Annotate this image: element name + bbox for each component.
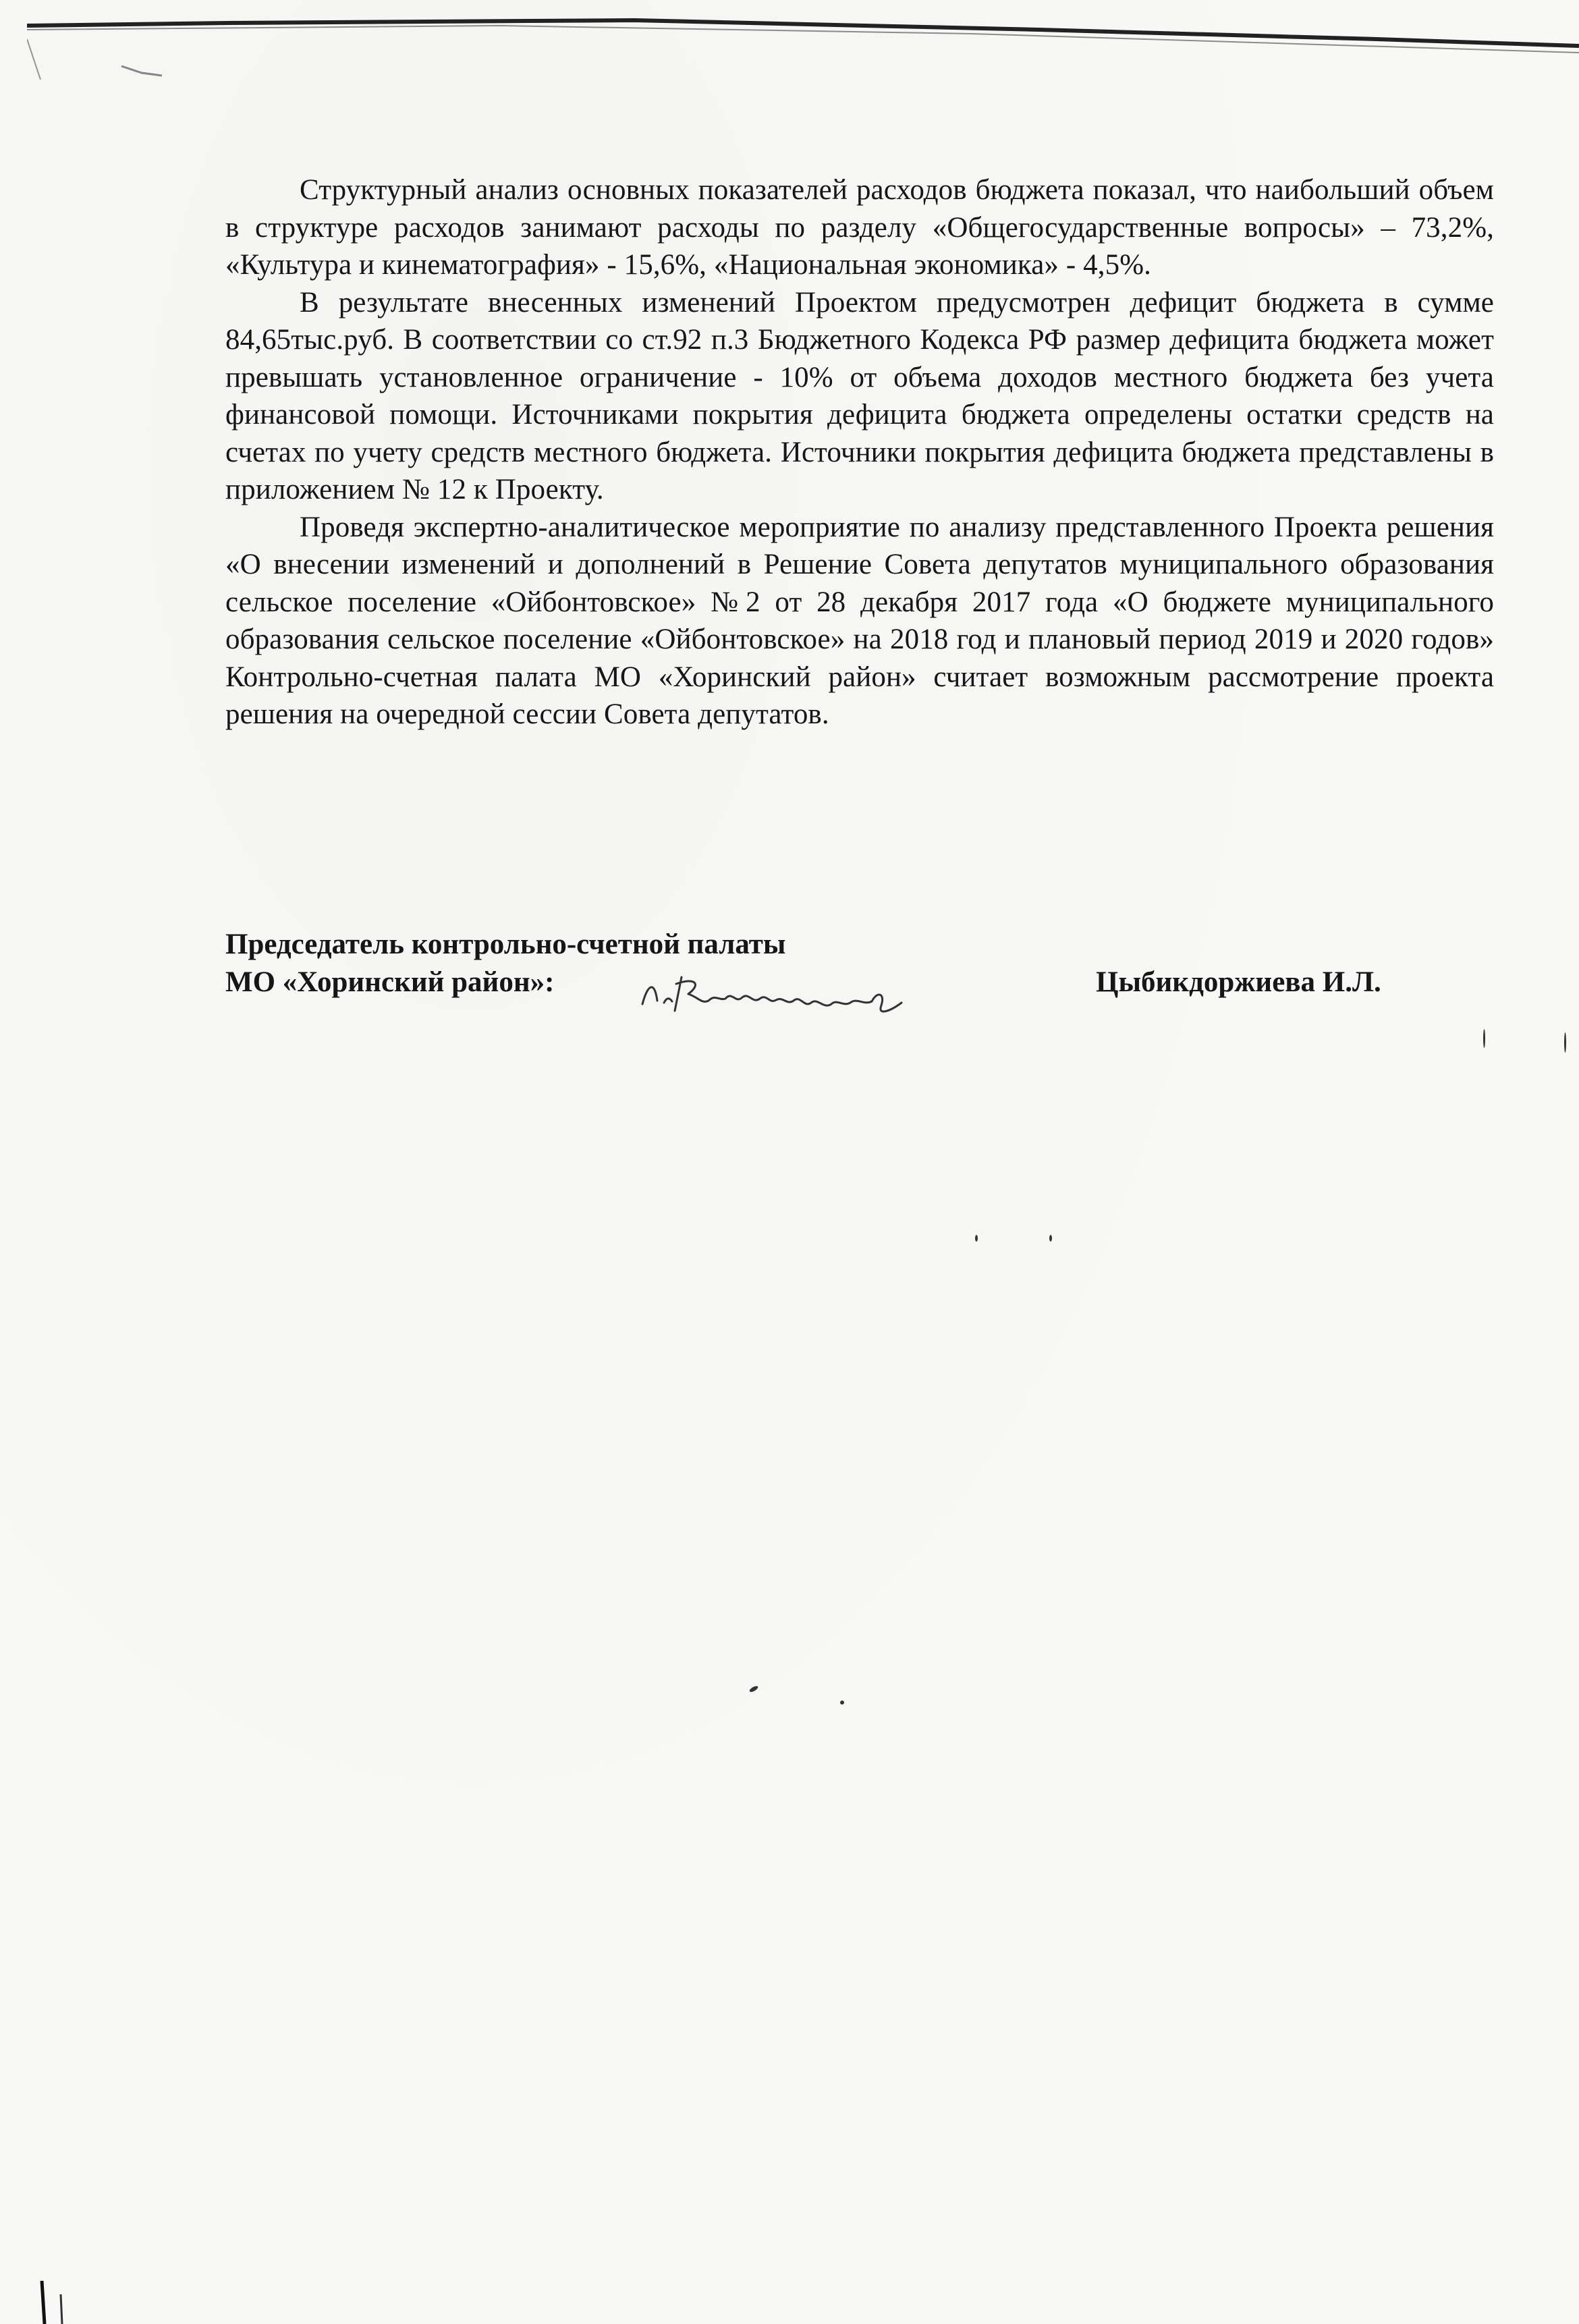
signer-name: Цыбикдоржиева И.Л. [1096, 966, 1381, 998]
document-body [225, 171, 1494, 734]
paragraph-budget-deficit: В результате внесенных изменений Проектом предусмотрен дефицит бюджета в сумме 84,65тыс.руб. В соответствии со ст.92 п.3 Бюджетного Кодекса РФ размер дефицита бюджета может превышать установленное ограничение - 10% от объема доходов местного бюджета без учета финансовой помощи. Источниками покрытия дефицита бюджета определены остатки средств на счетах по учету средств местного бюджета. Источники покрытия дефицита бюджета представлены в приложением № 12 к Проекту. [225, 286, 1494, 505]
scan-speck [840, 1700, 844, 1705]
signer-title: Председатель контрольно-счетной палаты [225, 929, 786, 960]
scan-speck [1564, 1032, 1566, 1053]
paragraph-expense-structure: Структурный анализ основных показателей расходов бюджета показал, что наибольший объем в структуре расходов занимают расходы по разделу «Общегосударственные вопросы» – 73,2%, «Культура и кинематография» - 15,6%, «Национальная экономика» - 4,5%. [225, 174, 1494, 281]
scan-speck [748, 1685, 758, 1693]
scan-edge-artifact [27, 5, 1579, 80]
signer-organization: МО «Хоринский район»: [225, 966, 555, 998]
scan-corner-artifact [0, 2281, 81, 2324]
paragraph-conclusion: Проведя экспертно-аналитическое мероприятие по анализу представленного Проекта решения «О внесении изменений и дополнений в Решение Совета депутатов муниципального образования сельское поселение «Ойбонтовское» №2 от 28 декабря 2017 года «О бюджете муниципального образования сельское поселение «Ойбонтовское» на 2018 год и плановый период 2019 и 2020 годов» Контрольно-счетная палата МО «Хоринский район» считает возможным рассмотрение проекта решения на очередной сессии Совета депутатов. [225, 511, 1494, 730]
scan-speck [975, 1235, 978, 1242]
scan-speck [1049, 1235, 1052, 1242]
handwritten-signature [634, 964, 918, 1024]
scan-speck [1483, 1029, 1485, 1048]
